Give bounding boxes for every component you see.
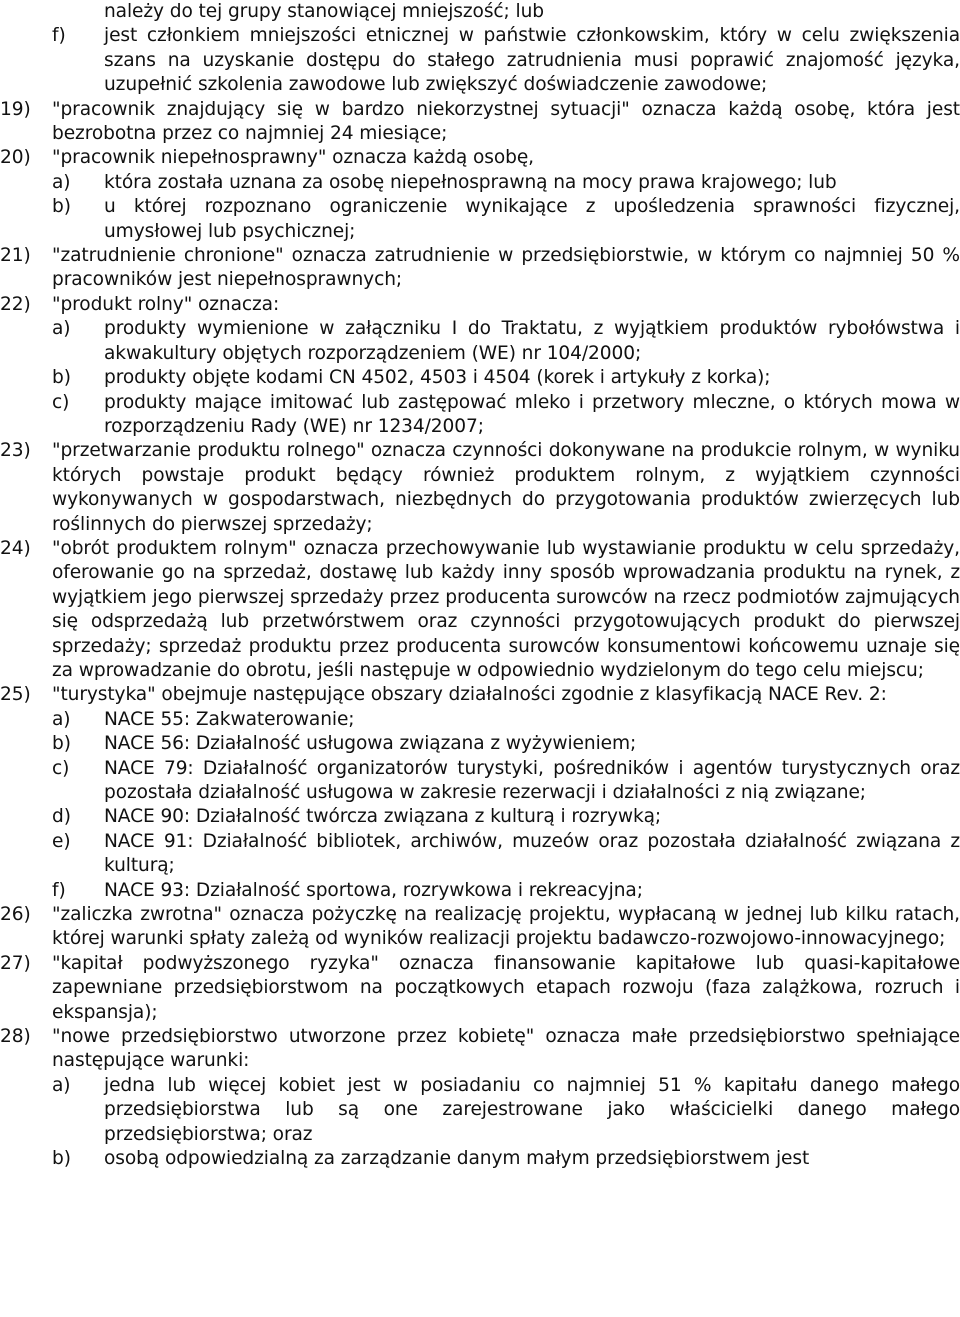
definition-text: "pracownik niepełnosprawny" oznacza każdą osobę,: [52, 147, 534, 169]
definition-number: 20): [0, 147, 31, 169]
subitem-label: f): [52, 879, 66, 901]
definition-number: 24): [0, 537, 31, 559]
subitem-label: b): [52, 196, 71, 218]
definition-subitem: [0, 195, 960, 244]
subitem-label: a): [52, 318, 71, 340]
definition-subitem: [0, 805, 960, 829]
definition-item: [0, 293, 960, 439]
subitem-label: b): [52, 367, 71, 389]
subitem-label: b): [52, 1148, 71, 1170]
subitem-text: NACE 55: Zakwaterowanie;: [104, 708, 355, 730]
definition-subitem: [0, 171, 960, 195]
definition-subitem: [0, 391, 960, 440]
subitem-label: d): [52, 806, 71, 828]
definition-number: 19): [0, 98, 31, 120]
definition-text: "nowe przedsiębiorstwo utworzone przez kobietę" oznacza małe przedsiębiorstwo spełniające następujące warunki:: [52, 1026, 960, 1072]
subitem-text: u której rozpoznano ograniczenie wynikające z upośledzenia sprawności fizycznej, umysłowej lub psychicznej;: [104, 196, 960, 242]
definition-subitem: [0, 757, 960, 806]
definition-subitem: [0, 732, 960, 756]
definition-subitem: [0, 1074, 960, 1147]
subitem-text: która została uznana za osobę niepełnosprawną na mocy prawa krajowego; lub: [104, 171, 837, 193]
definition-item: [0, 683, 960, 903]
definition-number: 26): [0, 904, 31, 926]
definition-number: 27): [0, 952, 31, 974]
subitem-text: produkty mające imitować lub zastępować mleko i przetwory mleczne, o których mowa w rozporządzeniu Rady (WE) nr 1234/2007;: [104, 391, 960, 437]
definition-text: "obrót produktem rolnym" oznacza przechowywanie lub wystawianie produktu w celu sprzedaży, oferowanie go na sprzedaż, dostawę lub każdy inny sposób wprowadzania produktu na rynek, z wyjątkiem jego pierwszej sprzedaży przez producenta surowców na rzecz podmiotów zajmujących się odsprzedażą lub przetwórstwem oraz czynności przygotowujących produkt do pierwszej sprzedaży; sprzedaż produktu przez producenta surowców konsumentowi końcowemu uznaje się za wprowadzanie do obrotu, jeśli następuje w odpowiednio wydzielonym do tego celu miejscu;: [52, 537, 960, 681]
definition-subitem: [0, 366, 960, 390]
subitem-text: produkty objęte kodami CN 4502, 4503 i 4504 (korek i artykuły z korka);: [104, 367, 771, 389]
definition-text: "przetwarzanie produktu rolnego" oznacza czynności dokonywane na produkcie rolnym, w wyniku których powstaje produkt będący również produktem rolnym, z wyjątkiem czynności wykonywanych w gospodarstwach, niezbędnych do przygotowania produktów zwierzęcych lub roślinnych do pierwszej sprzedaży;: [52, 440, 960, 535]
definition-item: [0, 439, 960, 537]
definition-item: [0, 244, 960, 293]
subitem-text: NACE 91: Działalność bibliotek, archiwów, muzeów oraz pozostała działalność związana z kulturą;: [104, 830, 960, 877]
subitem-label: a): [52, 1074, 71, 1096]
definition-subitem: [0, 708, 960, 732]
subitem-label: c): [52, 391, 70, 413]
definition-number: 22): [0, 293, 31, 315]
definition-text: "turystyka" obejmuje następujące obszary działalności zgodnie z klasyfikacją NACE Rev. 2:: [52, 684, 887, 706]
definition-item: [0, 537, 960, 683]
subitem-text: produkty wymienione w załączniku I do Traktatu, z wyjątkiem produktów rybołówstwa i akwakultury objętych rozporządzeniem (WE) nr 104/2000;: [104, 318, 960, 364]
definition-subitem: [0, 1147, 960, 1171]
definition-item: [0, 98, 960, 147]
intro-subitem-f: [0, 24, 960, 97]
definition-text: "produkt rolny" oznacza:: [52, 293, 280, 315]
definition-text: "kapitał podwyższonego ryzyka" oznacza finansowanie kapitałowe lub quasi-kapitałowe zapewniane przedsiębiorstwom na początkowych etapach rozwoju (faza zalążkowa, rozruch i ekspansja);: [52, 952, 960, 1023]
subitem-text: NACE 93: Działalność sportowa, rozrywkowa i rekreacyjna;: [104, 879, 643, 901]
subitem-text: jedna lub więcej kobiet jest w posiadaniu co najmniej 51 % kapitału danego małego przedsiębiorstwa lub są one zarejestrowane jako właścicielki danego małego przedsiębiorstwa; oraz: [104, 1074, 960, 1145]
subitem-text: NACE 56: Działalność usługowa związana z wyżywieniem;: [104, 733, 637, 755]
subitem-label: a): [52, 708, 71, 730]
intro-continuation: należy do tej grupy stanowiącej mniejszość; lub: [104, 1, 544, 22]
definition-item: [0, 952, 960, 1025]
definition-subitem: [0, 317, 960, 366]
definition-number: 28): [0, 1026, 31, 1048]
definition-item: [0, 1025, 960, 1171]
definition-text: "pracownik znajdujący się w bardzo niekorzystnej sytuacji" oznacza każdą osobę, która jest bezrobotna przez co najmniej 24 miesiące;: [52, 98, 960, 145]
definition-number: 23): [0, 440, 31, 462]
subitem-label: e): [52, 830, 71, 852]
subitem-text: osobą odpowiedzialną za zarządzanie danym małym przedsiębiorstwem jest: [104, 1148, 810, 1170]
subitem-label: b): [52, 733, 71, 755]
definition-text: "zaliczka zwrotna" oznacza pożyczkę na realizację projektu, wypłacaną w jednej lub kilku ratach, której warunki spłaty zależą od wyników realizacji projektu badawczo-rozwojowo-innowacyjnego;: [52, 904, 960, 950]
definition-text: "zatrudnienie chronione" oznacza zatrudnienie w przedsiębiorstwie, w którym co najmniej 50 % pracowników jest niepełnosprawnych;: [52, 245, 960, 291]
subitem-label: f): [52, 25, 66, 47]
subitem-label: c): [52, 757, 70, 779]
definition-subitem: [0, 830, 960, 879]
definition-item: [0, 903, 960, 952]
subitem-text: jest członkiem mniejszości etnicznej w państwie członkowskim, który w celu zwiększenia szans na uzyskanie dostępu do stałego zatrudnienia musi poprawić znajomość języka, uzupełnić szkolenia zawodowe lub zwiększyć doświadczenie zawodowe;: [104, 25, 960, 96]
subitem-label: a): [52, 171, 71, 193]
definition-item: [0, 146, 960, 244]
subitem-text: NACE 90: Działalność twórcza związana z kulturą i rozrywką;: [104, 806, 662, 828]
definition-number: 21): [0, 245, 31, 267]
definition-subitem: [0, 879, 960, 903]
definition-list: [0, 98, 960, 1172]
definition-number: 25): [0, 684, 31, 706]
subitem-text: NACE 79: Działalność organizatorów turystyki, pośredników i agentów turystycznych oraz pozostała działalność usługowa w zakresie rezerwacji i działalności z nią związane;: [104, 757, 960, 803]
